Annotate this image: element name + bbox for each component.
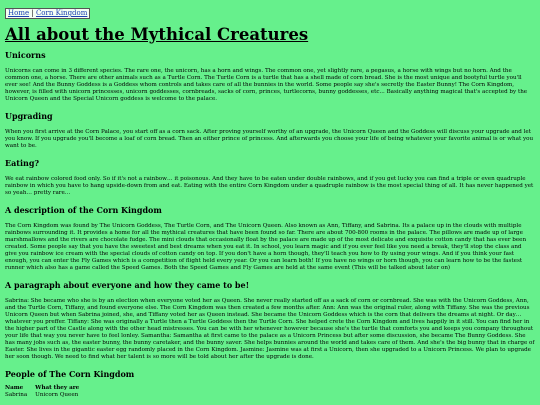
table-header-row [5, 385, 87, 392]
top-nav [5, 8, 90, 19]
section-heading-eating: Eating? [5, 158, 40, 168]
section-body-upgrading: When you first arrive at the Corn Palace, you start off as a corn sack. After proving yourself worthy of an upgrade, the Unicorn Queen and the Goddess will discuss your upgrade and let you know. If you upgrade you'll become a loaf of corn bread. Then an either prince of princess. And afterwards you choose your life of being whatever your favorite animal is or what you want to be. [5, 129, 534, 149]
section-heading-upgrading: Upgrading [5, 111, 53, 121]
nav-separator: | [31, 9, 34, 17]
page-title: All about the Mythical Creatures [5, 25, 309, 44]
section-heading-everyone: A paragraph about everyone and how they came to be! [5, 280, 250, 290]
section-heading-description: A description of the Corn Kingdom [5, 205, 162, 215]
table-cell-what: Unicorn Queen [35, 392, 79, 398]
section-heading-unicorns: Unicorns [5, 50, 46, 60]
section-body-unicorns: Unicorns can come in 3 different species. The rare one, the unicorn, has a horn and wings. The common one, yet slightly rare, a pegasus, a horse with wings but no horn. And the common one, a horse. There are other animals such as a Turtle Corn. The Turtle Corn is a turtle that has a shell made of corn bread. She is the most unique and bootyful turtle you'll ever see! And the Bunny Goddess is a Goddess whom controls and takes care of all the bunnies in the world. Some people say she's secretly the Easter Bunny! The Corn Kingdom, however, is filled with unicorn princesses, unicorn goddesses, cornbreads, sacks of corn, princes, turtlecorns, bunny goddesses, etc... Basically anything magical that's accepted by the Unicorn Queen and the Special Unicorn goddess is welcome to the palace. [5, 68, 528, 102]
section-body-description: The Corn Kingdom was found by The Unicorn Goddess, The Turtle Corn, and The Unicorn Queen. Also known as Ann, Tiffany, and Sabrina. Its a palace up in the clouds with multiple rainbows surrounding it. It provides a home for all the mythical creatures that have been found so far. There are about 700-800 rooms in the palace. The pillows are made up of large marshmallows and the rivers are chocolate fudge. The mini clouds that occasionally float by the palace are made up of the most delicate and exquisite cotton candy that has ever been created. Some people say that you have the sweetest and best dreams when you eat it. In school, you learn magic and if you ever feel like you need a break, they'll stop the class and give you rainbow ice cream with the special clouds of cotton candy on top. If you don't have a horn though, they'll teach you how to fly using your wings. And if you think your fast enough, you can enter the Fly Games which is a competition of flight held every year. Or you can learn both! If you have no wings or horn though, you can learn how to be the fastest runner which also has a game called the Speed Games. Both the Speed Games and Fly Games are held at the same event (This will be talked about later on) [5, 223, 527, 271]
nav-link-corn-kingdom[interactable]: Corn Kingdom [35, 9, 88, 17]
section-body-everyone: Sabrina: She became who she is by an election when everyone voted her as Queen. She never really started off as a sack of corn or cornbread. She was with the Unicorn Goddess, Ann, and the Turtle Corn, Tiffany, and found everyone else. The Corn Kingdom was then created a few months after. Ann: Ann was the original ruler, along with Tiffany. She was the previous Unicorn Queen but when Sabrina joined, she, and Tiffany voted her as Queen instead. She became the Unicorn Goddess which is the corn that delivers the dreams at night. Or day… whatever you preffer. Tiffany: She was originally a Turtle then a Turtle Goddess then the Turtle Corn. She helped crete the Corn Kingdom and lives happily in it still. You can find her in the higher part of the Castle along with the other head mistresses. You can be with her whenever however because she's the turtle that comforts you and keeps you company throughout your life that way you never have to feel lonley. Samantha: Samantha at first came to the palace as a Unicorn Princess but after some discussion, she became The Bunny Goddess. She has many jobs such as, the easter bunny, the bunny caretaker, and the bunny saver. She helps bunnies around the world and takes care of them. And she's the big bunny that in charge of Easter. She lives in the gigantic easter egg randomly placed in the Corn Kingdom. Jasmine: Jasmine was at first a Unicorn, then she upgraded to a Unicorn Princess. We plan to upgrade her soon though. We need to find what her talent is so more will be told about her after the upgrade is done. [5, 298, 535, 360]
column-header-name: Name [5, 385, 24, 391]
table-row [5, 392, 87, 399]
table-cell-name: Sabrina [5, 392, 28, 398]
people-table [5, 385, 87, 399]
nav-link-home[interactable]: Home [8, 9, 30, 17]
column-header-what: What they are [35, 385, 80, 391]
section-body-eating: We eat rainbow colored food only. So if it's not a rainbow… it poisonous. And they have to be eaten under double rainbows, and if you get lucky you can find a triple or even quadruple rainbow in which you have to hang upside-down from and eat. Eating with the entire Corn Kingdom under a quadruple rainbow is the most special thing of all. It has never happened yet so yeah… pretty rare… [5, 176, 534, 196]
section-heading-people: People of The Corn Kingdom [5, 369, 135, 379]
